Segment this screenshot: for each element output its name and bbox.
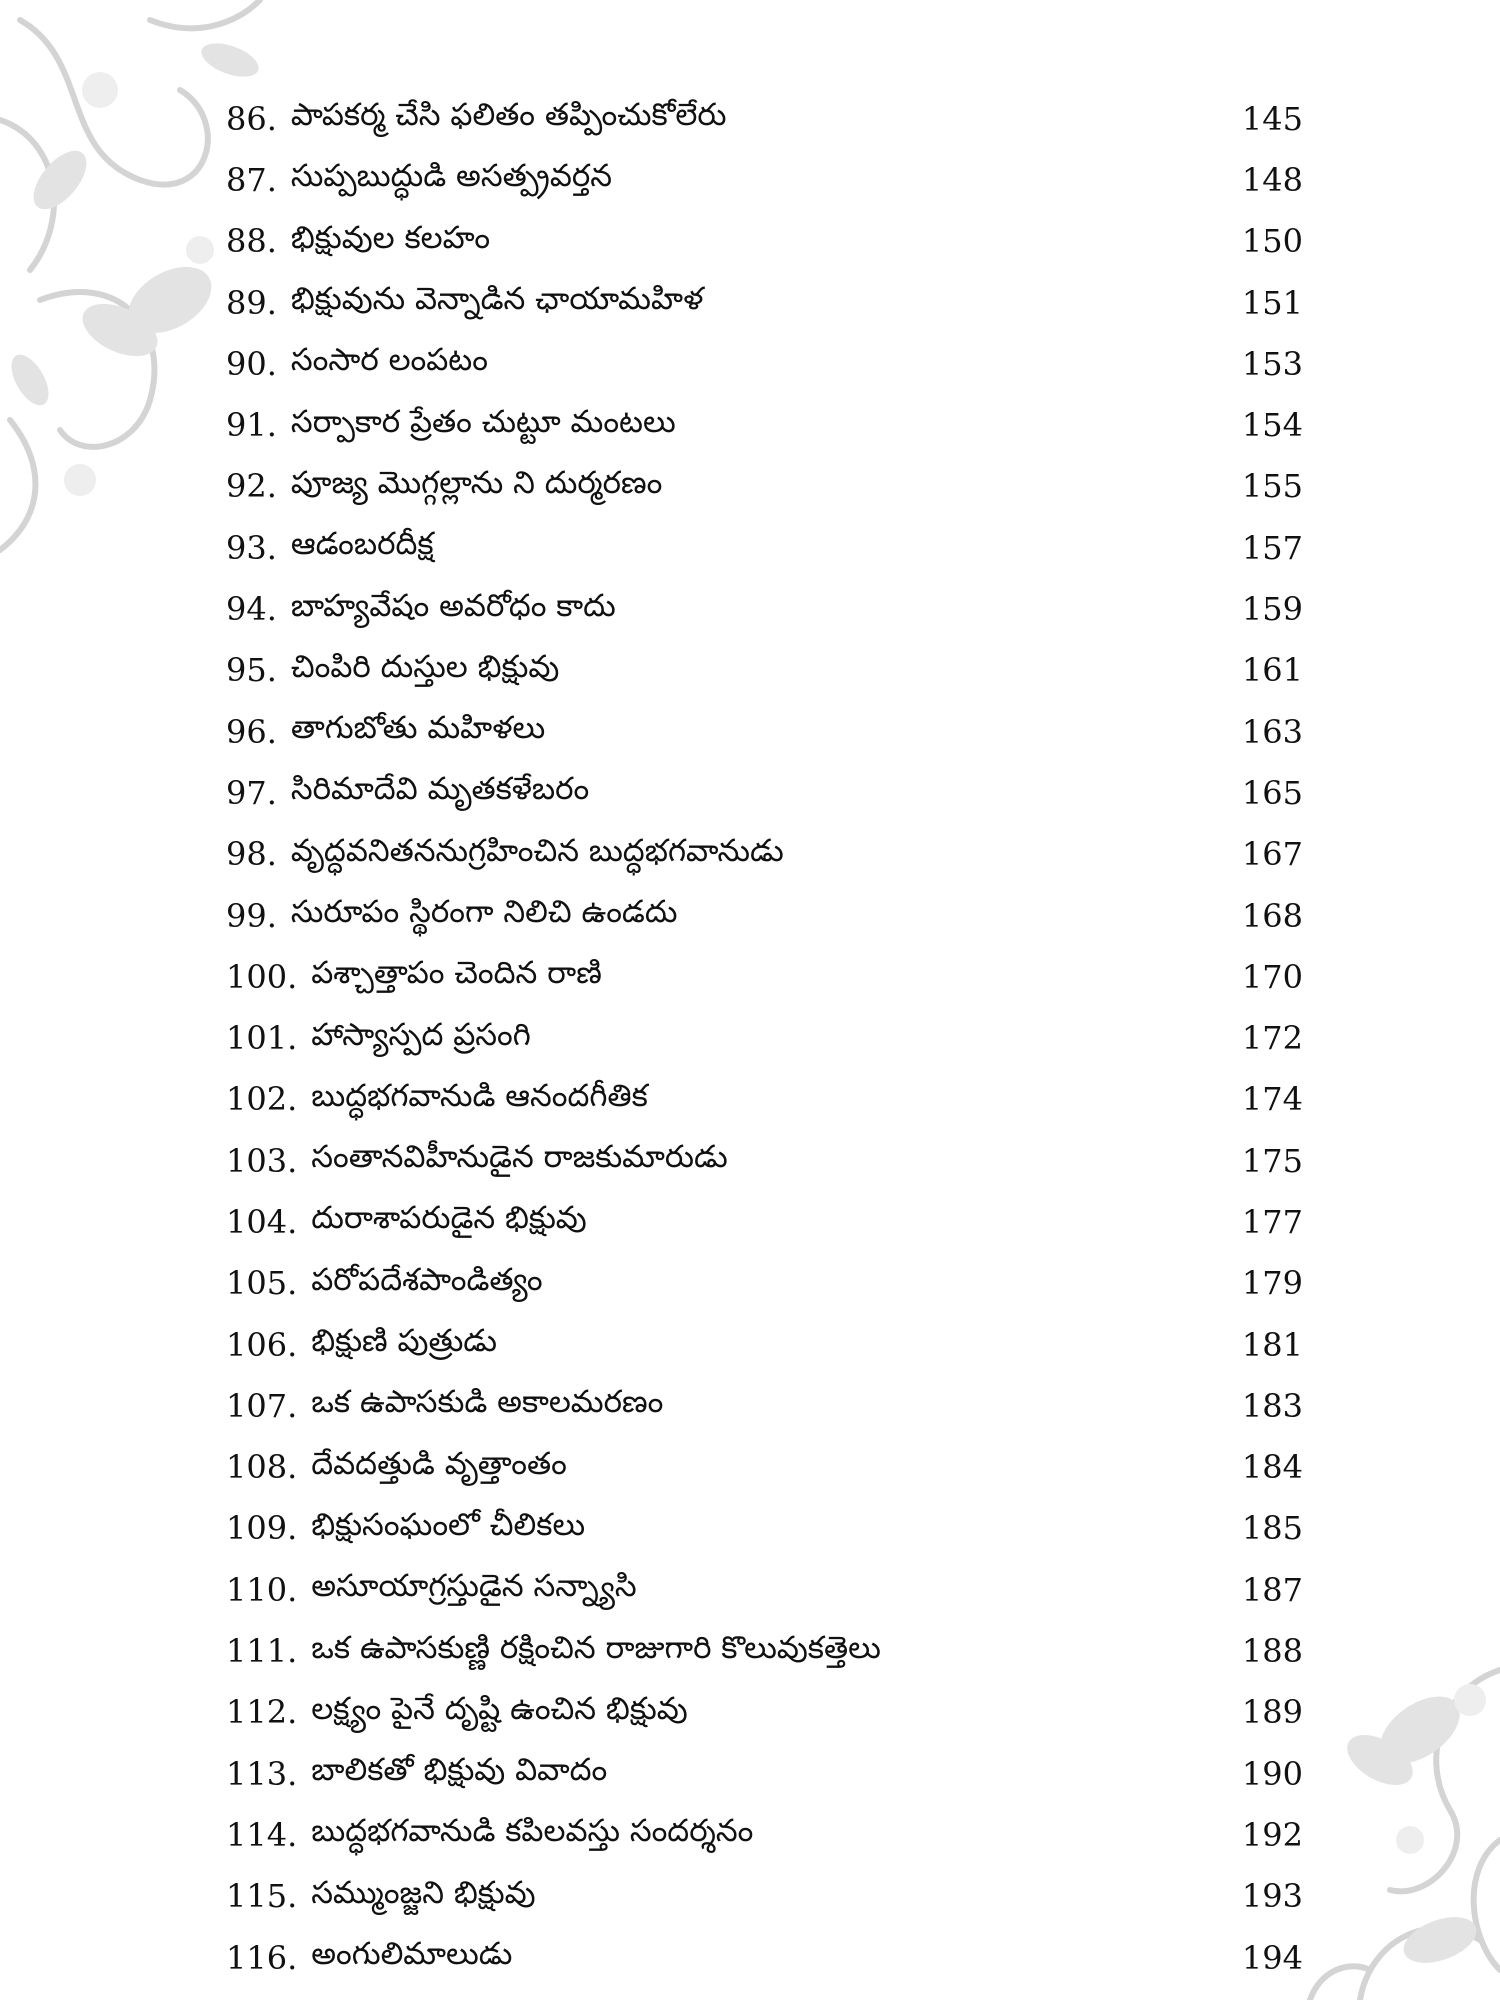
toc-entry-page: 168 [1241, 896, 1303, 935]
toc-entry-number: 114. [226, 1815, 298, 1854]
toc-entry-page: 151 [1241, 283, 1303, 322]
toc-entry-title: సర్పాకార ప్రేతం చుట్టూ మంటలు [290, 403, 676, 440]
toc-entry-page: 167 [1241, 835, 1303, 874]
toc-entry-title: సిరిమాదేవి మృతకళేబరం [290, 771, 590, 808]
toc-entry-page: 153 [1241, 344, 1303, 383]
toc-entry-page: 192 [1241, 1815, 1303, 1854]
toc-entry [226, 88, 1306, 149]
toc-entry-number: 104. [226, 1202, 298, 1241]
toc-entry [226, 1069, 1306, 1130]
toc-entry-title: భిక్షువును వెన్నాడిన ఛాయామహిళ [290, 281, 704, 318]
toc-entry-title: బుద్ధభగవానుడి కపిలవస్తు సందర్శనం [311, 1813, 754, 1850]
toc-entry [226, 1620, 1306, 1681]
toc-entry-page: 165 [1241, 773, 1303, 812]
toc-entry-page: 145 [1241, 99, 1303, 138]
toc-entry-title: దేవదత్తుడి వృత్తాంతం [311, 1445, 567, 1482]
toc-entry-number: 111. [226, 1632, 298, 1671]
toc-entry [226, 946, 1306, 1007]
toc-entry-number: 95. [226, 651, 277, 690]
toc-entry-number: 107. [226, 1386, 298, 1425]
toc-entry-page: 184 [1241, 1448, 1303, 1487]
toc-entry-number: 102. [226, 1080, 298, 1119]
toc-entry-number: 97. [226, 773, 277, 812]
toc-entry-title: బుద్ధభగవానుడి ఆనందగీతిక [311, 1077, 648, 1114]
toc-entry-title: వృద్ధవనితననుగ్రహించిన బుద్ధభగవానుడు [290, 832, 784, 869]
toc-entry-page: 172 [1241, 1019, 1303, 1058]
toc-entry-page: 194 [1241, 1938, 1303, 1977]
toc-entry-page: 150 [1241, 222, 1303, 261]
toc-entry-title: భిక్షుణి పుత్రుడు [311, 1323, 497, 1360]
toc-entry-title: సుప్పబుద్ధుడి అసత్ప్రవర్తన [290, 158, 613, 195]
toc-entry [226, 272, 1306, 333]
toc-entry-title: ఒక ఉపాసకుడి అకాలమరణం [311, 1384, 664, 1421]
toc-entry [226, 456, 1306, 517]
toc-entry-page: 163 [1241, 712, 1303, 751]
toc-entry-title: అసూయాగ్రస్తుడైన సన్న్యాసి [311, 1568, 637, 1605]
toc-entry-number: 100. [226, 957, 298, 996]
toc-entry-number: 89. [226, 283, 277, 322]
toc-entry [226, 1682, 1306, 1743]
toc-entry [226, 640, 1306, 701]
toc-entry-number: 94. [226, 590, 277, 629]
toc-entry-title: లక్ష్యం పైనే దృష్టి ఉంచిన భిక్షువు [311, 1690, 688, 1727]
toc-entry-title: తాగుబోతు మహిళలు [290, 710, 546, 747]
toc-entry-page: 148 [1241, 160, 1303, 199]
toc-entry-page: 183 [1241, 1386, 1303, 1425]
toc-entry-title: సంసార లంపటం [290, 342, 488, 379]
toc-entry [226, 1130, 1306, 1191]
toc-entry-number: 88. [226, 222, 277, 261]
toc-entry-number: 99. [226, 896, 277, 935]
toc-entry-title: ఆడంబరదీక్ష [290, 526, 434, 563]
toc-entry-page: 155 [1241, 467, 1303, 506]
toc-entry [226, 1007, 1306, 1068]
toc-entry-number: 101. [226, 1019, 298, 1058]
toc-entry [226, 578, 1306, 639]
toc-entry-page: 177 [1241, 1202, 1303, 1241]
toc-entry-page: 161 [1241, 651, 1303, 690]
toc-entry [226, 1866, 1306, 1927]
toc-entry [226, 1191, 1306, 1252]
toc-entry-title: ఒక ఉపాసకుణ్ణి రక్షించిన రాజుగారి కొలువుకత్తెలు [311, 1629, 881, 1666]
toc-entry-number: 90. [226, 344, 277, 383]
toc-entry [226, 885, 1306, 946]
toc-entry-page: 181 [1241, 1325, 1303, 1364]
toc-entry [226, 1437, 1306, 1498]
toc-entry-page: 185 [1241, 1509, 1303, 1548]
toc-entry-number: 116. [226, 1938, 298, 1977]
toc-entry-number: 92. [226, 467, 277, 506]
toc-entry-number: 93. [226, 528, 277, 567]
toc-entry-title: పాపకర్మ చేసి ఫలితం తప్పించుకోలేరు [290, 97, 727, 134]
toc-entry-page: 190 [1241, 1754, 1303, 1793]
toc-entry-title: అంగులిమాలుడు [311, 1936, 513, 1973]
toc-entry [226, 1743, 1306, 1804]
toc-entry [226, 394, 1306, 455]
toc-entry [226, 1314, 1306, 1375]
toc-entry-page: 154 [1241, 406, 1303, 445]
toc-entry-number: 106. [226, 1325, 298, 1364]
toc-entry-number: 86. [226, 99, 277, 138]
toc-entry [226, 1559, 1306, 1620]
toc-entry-page: 179 [1241, 1264, 1303, 1303]
toc-entry-page: 188 [1241, 1632, 1303, 1671]
toc-entry-page: 159 [1241, 590, 1303, 629]
toc-entry [226, 149, 1306, 210]
toc-entry-page: 170 [1241, 957, 1303, 996]
toc-entry-title: దురాశాపరుడైన భిక్షువు [311, 1200, 587, 1237]
toc-entry [226, 517, 1306, 578]
toc-entry-title: చింపిరి దుస్తుల భిక్షువు [290, 648, 560, 685]
table-of-contents [226, 88, 1306, 1988]
toc-entry [226, 1804, 1306, 1865]
toc-entry-number: 115. [226, 1877, 298, 1916]
toc-entry-page: 175 [1241, 1141, 1303, 1180]
toc-entry [226, 824, 1306, 885]
toc-entry-title: హాస్యాస్పద ప్రసంగి [311, 1016, 531, 1053]
toc-entry [226, 1927, 1306, 1988]
toc-entry-page: 193 [1241, 1877, 1303, 1916]
toc-entry-title: పశ్చాత్తాపం చెందిన రాణి [311, 955, 602, 992]
toc-entry [226, 1375, 1306, 1436]
toc-entry-title: సమ్ముంజ్జని భిక్షువు [311, 1874, 536, 1911]
toc-entry [226, 762, 1306, 823]
toc-entry-page: 157 [1241, 528, 1303, 567]
toc-entry-title: పూజ్య మొగ్గల్లాను ని దుర్మరణం [290, 464, 663, 501]
toc-entry [226, 1498, 1306, 1559]
toc-entry-number: 91. [226, 406, 277, 445]
toc-entry-title: సురూపం స్థిరంగా నిలిచి ఉండదు [290, 894, 678, 930]
toc-entry [226, 211, 1306, 272]
toc-entry-number: 103. [226, 1141, 298, 1180]
toc-entry-title: బాహ్యవేషం అవరోధం కాదు [290, 587, 616, 624]
toc-entry [226, 701, 1306, 762]
toc-entry [226, 333, 1306, 394]
toc-entry-page: 174 [1241, 1080, 1303, 1119]
toc-entry-number: 96. [226, 712, 277, 751]
toc-entry-number: 113. [226, 1754, 298, 1793]
toc-entry-number: 112. [226, 1693, 298, 1732]
toc-entry-title: పరోపదేశపాండిత్యం [311, 1261, 543, 1298]
toc-entry-page: 187 [1241, 1570, 1303, 1609]
toc-entry-title: బాలికతో భిక్షువు వివాదం [311, 1752, 608, 1789]
toc-entry-title: సంతానవిహీనుడైన రాజకుమారుడు [311, 1139, 728, 1176]
toc-entry [226, 1253, 1306, 1314]
toc-entry-number: 98. [226, 835, 277, 874]
toc-entry-title: భిక్షువుల కలహం [290, 219, 491, 256]
toc-entry-page: 189 [1241, 1693, 1303, 1732]
toc-entry-number: 105. [226, 1264, 298, 1303]
toc-entry-title: భిక్షుసంఘంలో చీలికలు [311, 1506, 586, 1543]
toc-entry-number: 108. [226, 1448, 298, 1487]
toc-entry-number: 110. [226, 1570, 298, 1609]
toc-entry-number: 87. [226, 160, 277, 199]
toc-entry-number: 109. [226, 1509, 298, 1548]
